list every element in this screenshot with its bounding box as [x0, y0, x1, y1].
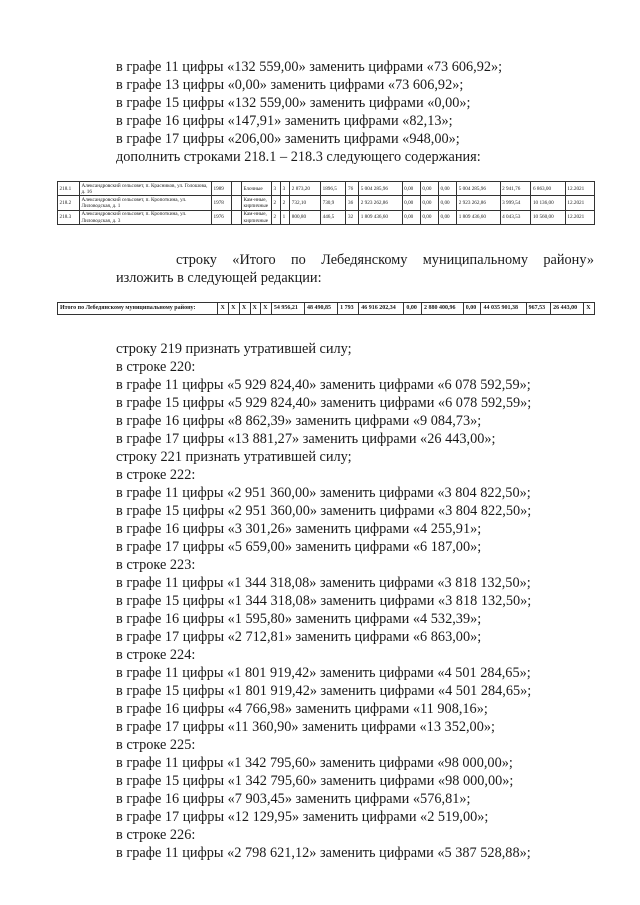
table-cell: 2 923 262,86	[457, 196, 500, 210]
text-line: в графе 17 цифры «206,00» заменить цифрами «948,00»;	[116, 131, 460, 147]
table-cell: 12.2021	[565, 182, 594, 196]
total-label-cell: Итого по Лебедянскому муниципальному району:	[58, 303, 218, 315]
table-cell: 0,00	[420, 196, 438, 210]
table-cell	[231, 196, 241, 210]
text-line: дополнить строками 218.1 – 218.3 следующего содержания:	[116, 149, 481, 165]
text-line: в графе 11 цифры «1 801 919,42» заменить цифрами «4 501 284,65»;	[116, 665, 531, 681]
table-row	[58, 303, 595, 315]
text-line: в графе 16 цифры «1 595,80» заменить цифрами «4 532,39»;	[116, 611, 482, 627]
text-line: в графе 15 цифры «1 344 318,08» заменить цифрами «3 818 132,50»;	[116, 593, 532, 609]
table-cell: 26 443,00	[551, 303, 584, 315]
text-line: в строке 222:	[116, 467, 196, 483]
text-line: в графе 13 цифры «0,00» заменить цифрами «73 606,92»;	[116, 77, 464, 93]
table-cell: Кам-нные, кирпичные	[241, 196, 271, 210]
table-cell: X	[229, 303, 240, 315]
table-cell: Александровский сельсовет, п. Кропоткина, ул. Лиловодская, д. 3	[80, 210, 212, 224]
table-cell: 1976	[212, 210, 232, 224]
table-cell: 1896,5	[321, 182, 346, 196]
text-line: в графе 15 цифры «2 951 360,00» заменить цифрами «3 804 822,50»;	[116, 503, 532, 519]
total-row-table	[57, 302, 595, 315]
table-cell: 218.3	[58, 210, 80, 224]
table-cell: 44 035 901,38	[481, 303, 526, 315]
table-cell: 967,53	[526, 303, 551, 315]
text-line: в графе 16 цифры «8 862,39» заменить цифрами «9 084,73»;	[116, 413, 482, 429]
table-cell: 3 999,54	[500, 196, 531, 210]
text-line: в графе 16 цифры «3 301,26» заменить цифрами «4 255,91»;	[116, 521, 482, 537]
text-line: в графе 17 цифры «5 659,00» заменить цифрами «6 187,00»;	[116, 539, 482, 555]
table-cell: X	[218, 303, 229, 315]
table-cell: Блочные	[241, 182, 271, 196]
table-cell: 5 004 285,96	[359, 182, 402, 196]
table-cell: 2	[271, 210, 280, 224]
text-line: в строке 220:	[116, 359, 196, 375]
table-cell: 2 941,76	[500, 182, 531, 196]
table-cell: Александровский сельсовет, п. Кропоткина, ул. Лиловодская, д. 1	[80, 196, 212, 210]
table-cell: 1978	[212, 196, 232, 210]
table-cell: 5 004 285,96	[457, 182, 500, 196]
table-cell: 54 956,21	[271, 303, 304, 315]
table-cell: 0,00	[439, 210, 457, 224]
text-line: в строке 224:	[116, 647, 196, 663]
table-cell: Александровский сельсовет, п. Красников, ул. Голошова, д. 16	[80, 182, 212, 196]
text-line: в графе 11 цифры «2 951 360,00» заменить цифрами «3 804 822,50»;	[116, 485, 531, 501]
table-cell: 6 863,00	[531, 182, 565, 196]
table-cell: 10 560,00	[531, 210, 565, 224]
table-row	[58, 196, 595, 210]
table-cell: 1	[281, 210, 290, 224]
table-cell: 48 490,85	[304, 303, 337, 315]
table-cell: Кам-нные, кирпичные	[241, 210, 271, 224]
table-cell: 0,00	[463, 303, 481, 315]
table-cell	[231, 210, 241, 224]
table-cell: X	[584, 303, 595, 315]
text-line: строку 219 признать утратившей силу;	[116, 341, 352, 357]
table-cell: 0,00	[420, 210, 438, 224]
text-line: в графе 11 цифры «5 929 824,40» заменить цифрами «6 078 592,59»;	[116, 377, 531, 393]
text-line: в графе 17 цифры «13 881,27» заменить цифрами «26 443,00»;	[116, 431, 496, 447]
table-cell: 0,00	[439, 196, 457, 210]
table-cell: 0,00	[439, 182, 457, 196]
text-line: в графе 11 цифры «1 344 318,08» заменить цифрами «3 818 132,50»;	[116, 575, 531, 591]
table-cell: 12.2021	[565, 210, 594, 224]
table-cell: 0,00	[420, 182, 438, 196]
table-cell: 0,00	[404, 303, 422, 315]
table-cell: X	[250, 303, 261, 315]
table-cell: X	[261, 303, 272, 315]
itogo-paragraph: строку «Итого по Лебедянскому муниципальному району» изложить в следующей редакции:	[116, 252, 594, 286]
table-cell: 12.2021	[565, 196, 594, 210]
insert-table	[57, 181, 595, 225]
table-cell: 3	[281, 182, 290, 196]
table-cell: 0,00	[402, 210, 420, 224]
table-cell: 800,80	[290, 210, 321, 224]
table-cell: 2 873,20	[290, 182, 321, 196]
table-cell: 2	[281, 196, 290, 210]
table-cell: 10 136,00	[531, 196, 565, 210]
text-line: в строке 225:	[116, 737, 196, 753]
text-line: в графе 16 цифры «7 903,45» заменить цифрами «576,81»;	[116, 791, 471, 807]
text-line: в графе 11 цифры «1 342 795,60» заменить цифрами «98 000,00»;	[116, 755, 513, 771]
table-cell: 732,10	[290, 196, 321, 210]
table-cell: 1 793	[338, 303, 359, 315]
table-cell: 76	[346, 182, 359, 196]
text-line: в графе 15 цифры «132 559,00» заменить цифрами «0,00»;	[116, 95, 471, 111]
table-cell	[231, 182, 241, 196]
table-cell: 2 880 400,96	[422, 303, 464, 315]
table-cell: 446,5	[321, 210, 346, 224]
table-row	[58, 210, 595, 224]
table-cell: 32	[346, 210, 359, 224]
table-cell: 3	[271, 182, 280, 196]
text-line: в графе 17 цифры «2 712,81» заменить цифрами «6 863,00»;	[116, 629, 482, 645]
table-cell: 1989	[212, 182, 232, 196]
text-line: в графе 11 цифры «2 798 621,12» заменить цифрами «5 387 528,88»;	[116, 845, 531, 861]
text-line: в графе 15 цифры «5 929 824,40» заменить цифрами «6 078 592,59»;	[116, 395, 532, 411]
table-cell: 1 809 436,60	[457, 210, 500, 224]
text-line: в графе 16 цифры «4 766,98» заменить цифрами «11 908,16»;	[116, 701, 488, 717]
text-line: в графе 17 цифры «12 129,95» заменить цифрами «2 519,00»;	[116, 809, 489, 825]
table-cell: 0,00	[402, 196, 420, 210]
text-line: в графе 17 цифры «11 360,90» заменить цифрами «13 352,00»;	[116, 719, 495, 735]
table-cell: 730,9	[321, 196, 346, 210]
text-line: в графе 11 цифры «132 559,00» заменить цифрами «73 606,92»;	[116, 59, 503, 75]
table-cell: 0,00	[402, 182, 420, 196]
table-cell: X	[239, 303, 250, 315]
table-cell: 36	[346, 196, 359, 210]
table-cell: 218.2	[58, 196, 80, 210]
table-cell: 1 809 436,60	[359, 210, 402, 224]
text-line: в графе 15 цифры «1 342 795,60» заменить цифрами «98 000,00»;	[116, 773, 514, 789]
text-line: в графе 16 цифры «147,91» заменить цифрами «82,13»;	[116, 113, 453, 129]
table-cell: 2 923 262,86	[359, 196, 402, 210]
table-cell: 4 043,53	[500, 210, 531, 224]
text-line: в графе 15 цифры «1 801 919,42» заменить цифрами «4 501 284,65»;	[116, 683, 532, 699]
text-line: в строке 223:	[116, 557, 196, 573]
table-cell: 46 916 202,34	[359, 303, 404, 315]
table-cell: 218.1	[58, 182, 80, 196]
table-row	[58, 182, 595, 196]
text-line: в строке 226:	[116, 827, 196, 843]
table-cell: 2	[271, 196, 280, 210]
text-line: строку 221 признать утратившей силу;	[116, 449, 352, 465]
